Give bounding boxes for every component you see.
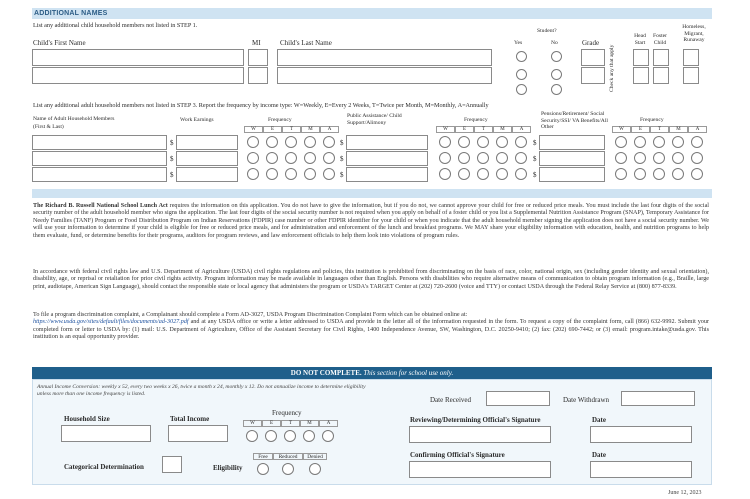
dollar-sign: $ <box>170 139 174 147</box>
frequency-radio[interactable] <box>285 168 297 180</box>
eligibility-radio[interactable] <box>257 463 269 475</box>
eligibility-radio[interactable] <box>282 463 294 475</box>
foster-label: Foster Child <box>653 33 667 46</box>
adult-name-label: Name of Adult Household Members <box>33 116 115 122</box>
frequency-radio[interactable] <box>323 168 335 180</box>
grade-label: Grade <box>582 39 600 47</box>
frequency-radio[interactable] <box>266 152 278 164</box>
frequency-radio[interactable] <box>653 152 665 164</box>
frequency-header-cell: W <box>436 126 455 133</box>
student-no-radio-2[interactable] <box>551 69 562 80</box>
pensions-input-3[interactable] <box>539 167 605 182</box>
dollar-sign: $ <box>533 171 537 179</box>
frequency-radio[interactable] <box>515 152 527 164</box>
section-header-band <box>32 8 712 19</box>
frequency-radio[interactable] <box>439 136 451 148</box>
work-earnings-input-3[interactable] <box>176 167 238 182</box>
date-received-label: Date Received <box>430 396 472 404</box>
eligibility-option-label: Reduced <box>273 453 303 460</box>
frequency-radio[interactable] <box>515 136 527 148</box>
frequency-radio[interactable] <box>691 136 703 148</box>
dollar-sign: $ <box>340 171 344 179</box>
frequency-radio[interactable] <box>477 168 489 180</box>
child-last-name-input-2[interactable] <box>277 67 492 84</box>
dollar-sign: $ <box>533 155 537 163</box>
public-assistance-input-1[interactable] <box>346 135 428 150</box>
frequency-radio[interactable] <box>247 168 259 180</box>
grade-input-2[interactable] <box>581 67 605 84</box>
frequency-radio[interactable] <box>615 136 627 148</box>
office-frequency-header-cell: A <box>319 420 338 427</box>
reviewing-signature-label: Reviewing/Determining Official's Signature <box>410 416 541 424</box>
office-frequency-header-cell: E <box>262 420 281 427</box>
frequency-header-cell: E <box>631 126 650 133</box>
date-label-2: Date <box>592 451 606 459</box>
frequency-radio[interactable] <box>304 168 316 180</box>
frequency-header-cell: E <box>263 126 282 133</box>
public-assistance-input-2[interactable] <box>346 151 428 166</box>
frequency-header-cell: M <box>493 126 512 133</box>
frequency-header-cell: A <box>688 126 707 133</box>
frequency-radio[interactable] <box>477 152 489 164</box>
office-frequency-header-cell: W <box>243 420 262 427</box>
child-last-name-label: Child's Last Name <box>280 39 332 47</box>
frequency-radio[interactable] <box>691 152 703 164</box>
yes-label: Yes <box>514 40 523 46</box>
child-mi-input-1[interactable] <box>248 49 268 66</box>
frequency-radio[interactable] <box>266 168 278 180</box>
dollar-sign: $ <box>340 139 344 147</box>
frequency-radio[interactable] <box>439 168 451 180</box>
child-first-name-input-2[interactable] <box>32 67 244 84</box>
office-frequency-header-cell: T <box>281 420 300 427</box>
frequency-radio[interactable] <box>672 136 684 148</box>
frequency-radio[interactable] <box>458 168 470 180</box>
dollar-sign: $ <box>340 155 344 163</box>
frequency-header-cell: W <box>244 126 263 133</box>
head-start-check-1[interactable] <box>633 49 649 66</box>
check-any-label: Check any that apply <box>609 44 615 92</box>
adult-name-input-2[interactable] <box>32 151 167 166</box>
public-frequency-label: Frequency <box>464 117 488 123</box>
frequency-radio[interactable] <box>323 136 335 148</box>
frequency-header-cell: T <box>282 126 301 133</box>
frequency-header-cell: M <box>669 126 688 133</box>
frequency-header-cell: A <box>512 126 531 133</box>
eligibility-option-label: Denied <box>303 453 327 460</box>
office-frequency-header-cell: M <box>300 420 319 427</box>
frequency-radio[interactable] <box>691 168 703 180</box>
civil-rights-statement: In accordance with federal civil rights law and U.S. Department of Agriculture (USDA) civil rights regulations and policies, this institution is prohibited from discriminating on the basis of race, color, national origin, sex (including gender identity and sexual orientation), disability, age, or reprisal or retaliation for prior civil rights activity. Program information may be made available in languages other than English. Persons with disabilities who require alternative means of communication to obtain program information (e.g., Braille, large print, audiotape, American Sign Language), should contact the responsible state or local agency that administers the program or USDA's TARGET Center at (202) 720-2600 (voice and TTY) or contact USDA through the Federal Relay Service at (800) 877-8339. <box>33 269 709 290</box>
frequency-radio[interactable] <box>439 152 451 164</box>
frequency-radio[interactable] <box>615 168 627 180</box>
act-name: The Richard B. Russell National School Lunch Act <box>33 203 168 209</box>
public-assistance-input-3[interactable] <box>346 167 428 182</box>
total-income-label: Total Income <box>170 415 210 423</box>
income-conversion-note: Annual Income Conversion: weekly x 52, every two weeks x 26, twice a month x 24, monthly x 12. Do not annualize income to determine eligibility unless more than one income frequency is listed. <box>37 384 366 397</box>
office-frequency-radio[interactable] <box>265 430 277 442</box>
frequency-radio[interactable] <box>634 152 646 164</box>
frequency-radio[interactable] <box>653 168 665 180</box>
frequency-radio[interactable] <box>496 136 508 148</box>
frequency-radio[interactable] <box>266 136 278 148</box>
adult-instructions: List any additional adult household members not listed in STEP 3. Report the frequency by income type: W=Weekly, E=Every 2 Weeks, T=Twice per Month, M=Monthly, A=Annually <box>33 102 489 109</box>
public-assistance-label: Public Assistance/ Child Support/Alimony <box>347 113 402 126</box>
frequency-radio[interactable] <box>496 168 508 180</box>
categorical-label: Categorical Determination <box>64 463 144 471</box>
office-frequency-radio[interactable] <box>284 430 296 442</box>
pensions-frequency-label: Frequency <box>640 117 664 123</box>
eligibility-label: Eligibility <box>213 464 243 472</box>
frequency-header-cell: T <box>474 126 493 133</box>
homeless-check-2[interactable] <box>683 67 699 84</box>
child-mi-input-2[interactable] <box>248 67 268 84</box>
student-yes-radio-1[interactable] <box>516 51 527 62</box>
reviewing-signature-input[interactable] <box>409 426 551 443</box>
frequency-radio[interactable] <box>323 152 335 164</box>
work-earnings-input-2[interactable] <box>176 151 238 166</box>
child-last-name-input-1[interactable] <box>277 49 492 66</box>
dollar-sign: $ <box>170 171 174 179</box>
frequency-radio[interactable] <box>458 136 470 148</box>
frequency-header-cell: A <box>320 126 339 133</box>
household-size-label: Household Size <box>64 415 110 423</box>
student-yes-radio-2[interactable] <box>516 69 527 80</box>
homeless-check-1[interactable] <box>683 49 699 66</box>
date-withdrawn-label: Date Withdrawn <box>563 396 610 404</box>
privacy-act-statement: The Richard B. Russell National School Lunch Act requires the information on this application. You do not have to give the information, but if you do not, we cannot approve your child for free or reduced price meals. You must include the last four digits of the social security number of the adult household member who signs the application. The last four digits of the social security number is not required when you apply on behalf of a foster child or you list a Supplemental Nutrition Assistance Program (SNAP), Temporary Assistance for Needy Families (TANF) Program or Food Distribution Program on Indian Reservations (FDPIR) case number or other FDPIR identifier for your child or when you indicate that the adult household member signing the application does not have a social security number. We will use your information to determine if your child is eligible for free or reduced price meals, and for administration and enforcement of the lunch and breakfast programs. We MAY share your eligibility information with education, health, and nutrition programs to help them evaluate, fund, or determine benefits for their programs, auditors for program reviews, and law enforcement officials to help them look into violations of program rules. <box>33 203 710 239</box>
confirm-date-input[interactable] <box>590 461 692 478</box>
frequency-radio[interactable] <box>247 136 259 148</box>
review-date-input[interactable] <box>590 426 692 443</box>
homeless-label: Homeless, Migrant, Runaway <box>682 24 706 43</box>
child-instructions: List any additional child household members not listed in STEP 1. <box>33 22 198 29</box>
frequency-radio[interactable] <box>615 152 627 164</box>
mi-label: MI <box>252 39 261 47</box>
frequency-header-cell: E <box>455 126 474 133</box>
date-received-input[interactable] <box>486 391 550 406</box>
frequency-radio[interactable] <box>285 152 297 164</box>
foster-check-2[interactable] <box>653 67 669 84</box>
no-label: No <box>551 40 558 46</box>
work-earnings-label: Work Earnings <box>180 117 214 123</box>
student-yes-radio-3[interactable] <box>516 84 527 95</box>
revision-date: June 12, 2023 <box>668 490 702 496</box>
frequency-radio[interactable] <box>672 152 684 164</box>
frequency-radio[interactable] <box>477 136 489 148</box>
complaint-statement: To file a program discrimination complaint, a Complainant should complete a Form AD-3027, USDA Program Discrimination Complaint Form which can be obtained online at: https://www.usda.gov/sites/default/files/documents/ad-3027.pdf and at any USDA office or write a letter addressed to USDA and provide in the letter all of the information requested in the form. To request a copy of the complaint form, call (866) 632-9992. Submit your completed form or letter to USDA by: (1) mail: U.S. Department of Agriculture, Office of the Assistant Secretary for Civil Rights, 1400 Independence Avenue, SW, Washington, D.C. 20250-9410; (2) fax: (202) 690-7442; or (3) email: program.intake@usda.gov. This institution is an equal opportunity provider. <box>33 312 709 341</box>
frequency-radio[interactable] <box>634 168 646 180</box>
office-frequency-label: Frequency <box>272 409 302 417</box>
frequency-header-cell: M <box>301 126 320 133</box>
frequency-radio[interactable] <box>304 152 316 164</box>
frequency-header-cell: W <box>612 126 631 133</box>
dollar-sign: $ <box>533 139 537 147</box>
confirming-signature-input[interactable] <box>409 461 551 478</box>
school-use-banner: DO NOT COMPLETE. This section for school use only. <box>32 367 712 379</box>
frequency-radio[interactable] <box>653 136 665 148</box>
grade-input-1[interactable] <box>581 49 605 66</box>
date-label-1: Date <box>592 416 606 424</box>
head-start-label: Head Start <box>634 33 646 46</box>
student-no-radio-3[interactable] <box>551 84 562 95</box>
frequency-radio[interactable] <box>515 168 527 180</box>
frequency-radio[interactable] <box>304 136 316 148</box>
pensions-input-1[interactable] <box>539 135 605 150</box>
frequency-radio[interactable] <box>496 152 508 164</box>
confirming-signature-label: Confirming Official's Signature <box>410 451 505 459</box>
student-no-radio-1[interactable] <box>551 51 562 62</box>
frequency-radio[interactable] <box>247 152 259 164</box>
dollar-sign: $ <box>170 155 174 163</box>
pensions-label: Pensions/Retirement/ Social Security/SSI/ VA Benefits/All Other <box>541 111 608 130</box>
work-earnings-input-1[interactable] <box>176 135 238 150</box>
frequency-radio[interactable] <box>634 136 646 148</box>
ad-3027-link[interactable]: https://www.usda.gov/sites/default/files/documents/ad-3027.pdf <box>33 319 189 326</box>
work-frequency-label: Frequency <box>268 117 292 123</box>
foster-check-1[interactable] <box>653 49 669 66</box>
adult-name-input-1[interactable] <box>32 135 167 150</box>
section-title: ADDITIONAL NAMES <box>34 10 108 17</box>
frequency-radio[interactable] <box>285 136 297 148</box>
frequency-radio[interactable] <box>672 168 684 180</box>
adult-name-input-3[interactable] <box>32 167 167 182</box>
pensions-input-2[interactable] <box>539 151 605 166</box>
frequency-header-cell: T <box>650 126 669 133</box>
frequency-radio[interactable] <box>458 152 470 164</box>
section-divider-band <box>32 189 712 198</box>
eligibility-radio[interactable] <box>309 463 321 475</box>
head-start-check-2[interactable] <box>633 67 649 84</box>
eligibility-option-label: Free <box>253 453 273 460</box>
office-frequency-radio[interactable] <box>322 430 334 442</box>
child-first-name-label: Child's First Name <box>33 39 86 47</box>
student-label: Student? <box>537 28 557 34</box>
total-income-input[interactable] <box>168 425 228 442</box>
office-frequency-radio[interactable] <box>303 430 315 442</box>
categorical-check[interactable] <box>162 456 182 473</box>
household-size-input[interactable] <box>61 425 151 442</box>
child-first-name-input-1[interactable] <box>32 49 244 66</box>
office-frequency-radio[interactable] <box>246 430 258 442</box>
date-withdrawn-input[interactable] <box>621 391 695 406</box>
adult-name-sublabel: (First & Last) <box>33 124 64 130</box>
